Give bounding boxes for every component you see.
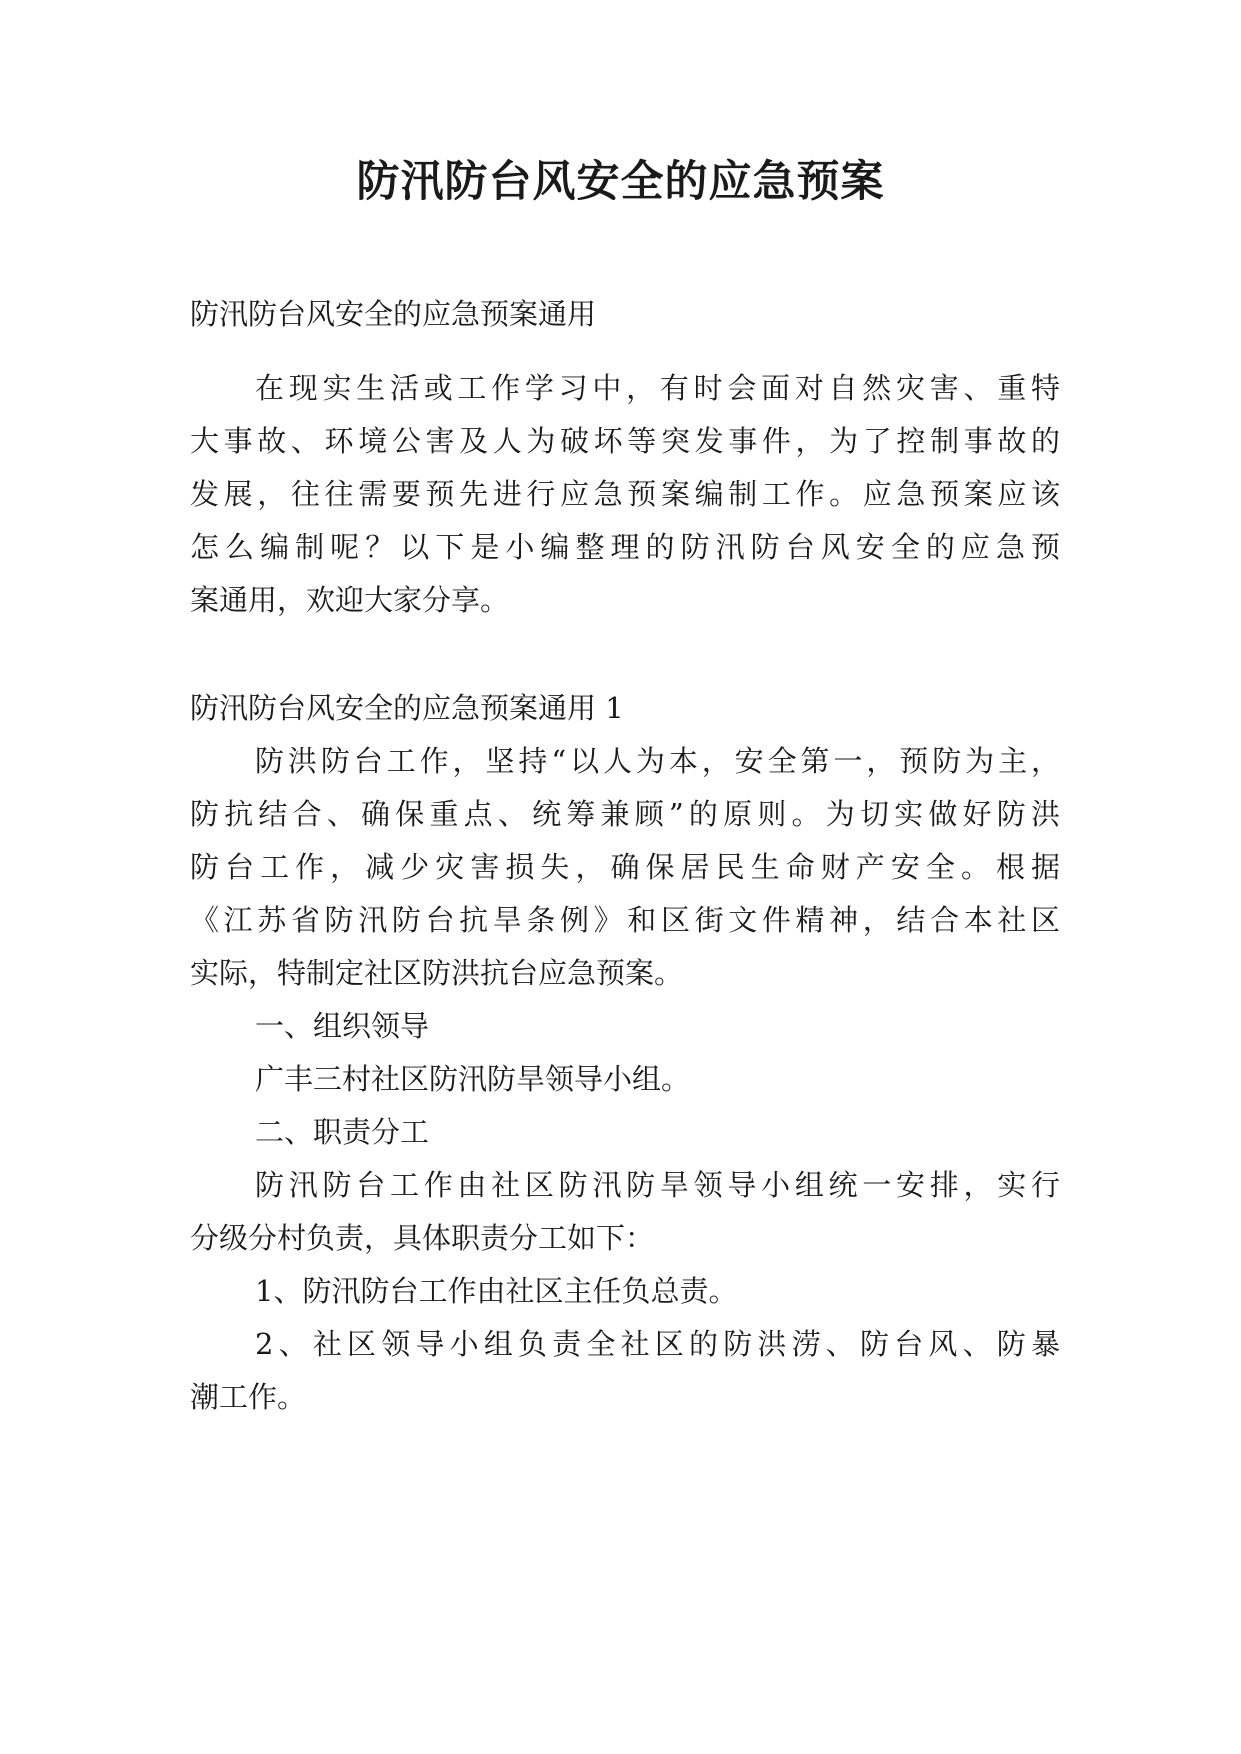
duty-item-1: 1、防汛防台工作由社区主任负总责。 (255, 1274, 738, 1308)
org-heading: 一、组织领导 (255, 1009, 430, 1043)
duty-line: 防汛防台工作由社区防汛防旱领导小组统一安排，实行 (255, 1168, 1060, 1202)
principle-line: 防洪防台工作，坚持“以人为本，安全第一，预防为主， (255, 744, 1060, 778)
duty-line: 分级分村负责，具体职责分工如下： (190, 1221, 655, 1255)
intro-line: 怎么编制呢？以下是小编整理的防汛防台风安全的应急预 (190, 530, 1060, 564)
org-text: 广丰三村社区防汛防旱领导小组。 (255, 1062, 691, 1096)
principle-line: 防抗结合、确保重点、统筹兼顾”的原则。为切实做好防洪 (190, 797, 1060, 831)
document-title: 防汛防台风安全的应急预案 (356, 157, 885, 207)
principle-line: 防台工作，减少灾害损失，确保居民生命财产安全。根据 (190, 850, 1060, 884)
intro-line: 案通用，欢迎大家分享。 (190, 583, 510, 617)
duty-item-2-line: 潮工作。 (190, 1380, 307, 1414)
principle-line: 实际，特制定社区防洪抗台应急预案。 (190, 956, 684, 990)
section-heading: 防汛防台风安全的应急预案通用 1 (190, 691, 624, 725)
duty-heading: 二、职责分工 (255, 1115, 430, 1149)
intro-line: 发展，往往需要预先进行应急预案编制工作。应急预案应该 (190, 477, 1060, 511)
duty-item-2-line: 2、社区领导小组负责全社区的防洪涝、防台风、防暴 (255, 1327, 1060, 1361)
principle-line: 《江苏省防汛防台抗旱条例》和区街文件精神，结合本社区 (190, 903, 1060, 937)
intro-line: 在现实生活或工作学习中，有时会面对自然灾害、重特 (255, 371, 1060, 405)
document-subtitle: 防汛防台风安全的应急预案通用 (190, 297, 597, 331)
intro-line: 大事故、环境公害及人为破坏等突发事件，为了控制事故的 (190, 424, 1060, 458)
